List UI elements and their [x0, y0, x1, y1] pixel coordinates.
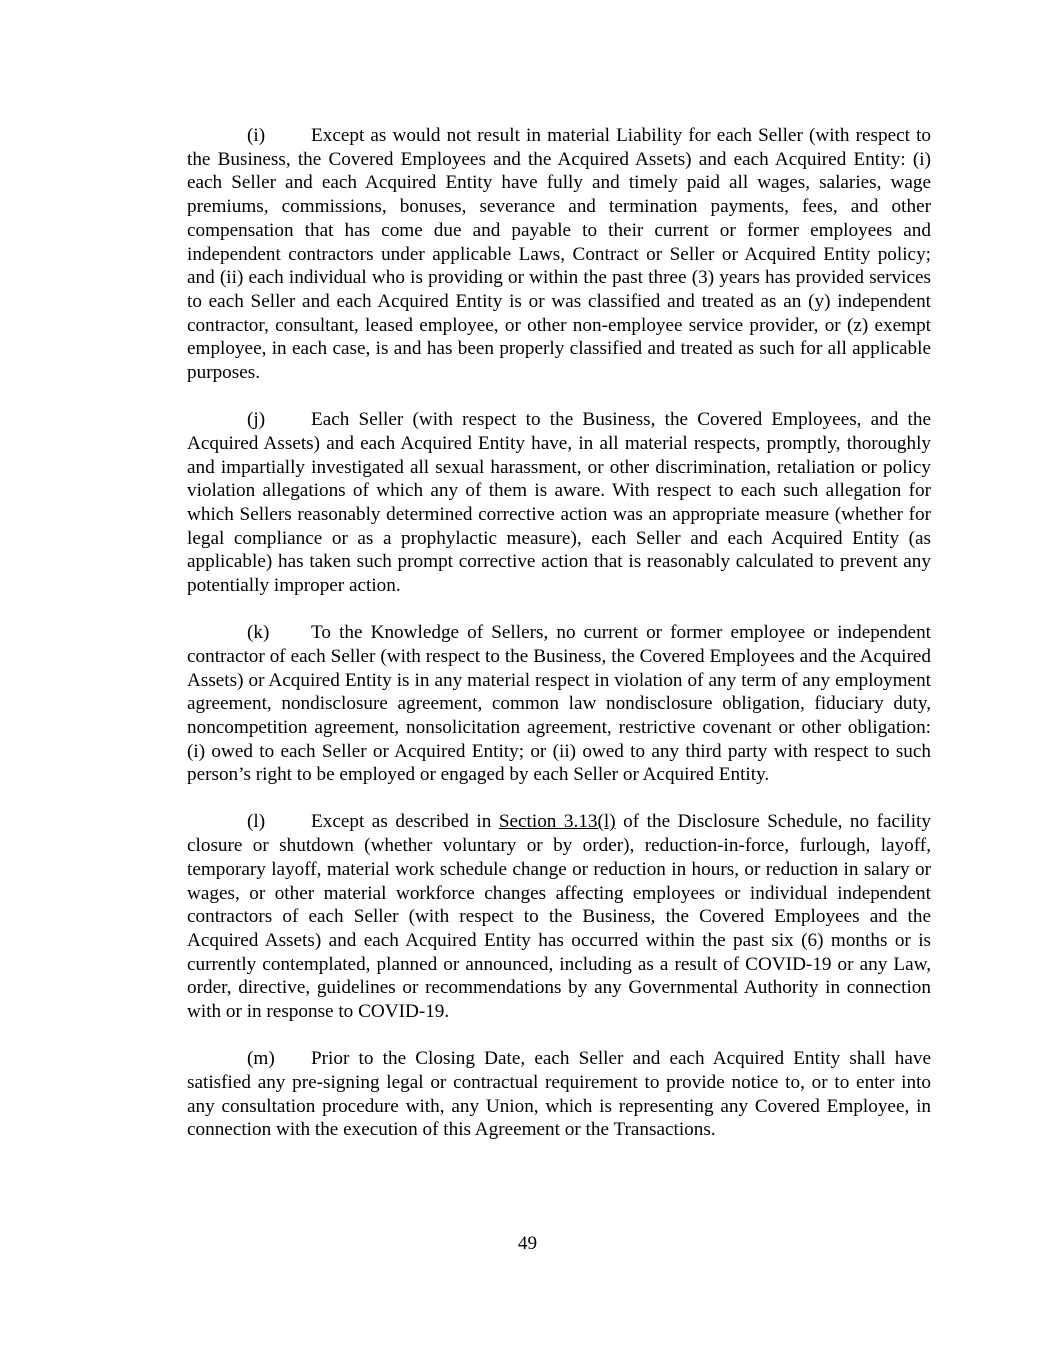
paragraph-i: [187, 124, 931, 385]
paragraph-k: [187, 621, 931, 787]
paragraph-marker: (k): [247, 622, 270, 644]
paragraph-marker: (l): [247, 811, 266, 833]
paragraph-text: Except as would not result in material Liability for each Seller (with respect to the Business, the Covered Employees and the Acquired Assets) and each Acquired Entity: (i) each Seller and each Acquired Entity have fully and timely paid all wages, salaries, wage premiums, commissions, bonuses, severance and termination payments, fees, and other compensation that has come due and payable to their current or former employees and independent contractors under applicable Laws, Contract or Seller or Acquired Entity policy; and (ii) each individual who is providing or within the past three (3) years has provided services to each Seller and each Acquired Entity is or was classified and treated as an (y) independent contractor, consultant, leased employee, or other non-employee service provider, or (z) exempt employee, in each case, is and has been properly classified and treated as such for all applicable purposes.: [187, 125, 931, 384]
paragraph-marker: (m): [247, 1048, 275, 1070]
paragraph-marker: (i): [247, 125, 266, 146]
paragraph-j: [187, 408, 931, 598]
paragraph-text: To the Knowledge of Sellers, no current or former employee or independent contractor of each Seller (with respect to the Business, the Covered Employees and the Acquired Assets) or Acquired Entity is in any material respect in violation of any term of any employment agreement, nondisclosure agreement, common law nondisclosure obligation, fiduciary duty, noncompetition agreement, nonsolicitation agreement, restrictive covenant or other obligation: (i) owed to each Seller or Acquired Entity; or (ii) owed to any third party with respect to such person’s right to be employed or engaged by each Seller or Acquired Entity.: [187, 622, 931, 786]
page-number: 49: [517, 1233, 538, 1254]
paragraph-text: Each Seller (with respect to the Business, the Covered Employees, and the Acquired Assets) and each Acquired Entity have, in all material respects, promptly, thoroughly and impartially investigated all sexual harassment, or other discrimination, retaliation or policy violation allegations of which any of them is aware. With respect to each such allegation for which Sellers reasonably determined corrective action was an appropriate measure (whether for legal compliance or as a prophylactic measure), each Seller and each Acquired Entity (as applicable) has taken such prompt corrective action that is reasonably calculated to prevent any potentially improper action.: [187, 409, 931, 597]
paragraph-marker: (j): [247, 409, 266, 431]
section-reference-link: Section 3.13(l): [498, 811, 616, 833]
paragraph-text: Prior to the Closing Date, each Seller and each Acquired Entity shall have satisfied any pre-signing legal or contractual requirement to provide notice to, or to enter into any consultation procedure with, any Union, which is representing any Covered Employee, in connection with the execution of this Agreement or the Transactions.: [187, 1048, 931, 1141]
document-body: [187, 124, 931, 1165]
paragraph-text-before: Except as described in: [311, 811, 499, 833]
paragraph-text-after: of the Disclosure Schedule, no facility closure or shutdown (whether voluntary or by order), reduction-in-force, furlough, layoff, temporary layoff, material work schedule change or reduction in hours, or reduction in salary or wages, or other material workforce changes affecting employees or individual independent contractors of each Seller (with respect to the Business, the Covered Employees and the Acquired Assets) and each Acquired Entity has occurred within the past six (6) months or is currently contemplated, planned or announced, including as a result of COVID-19 or any Law, order, directive, guidelines or recommendations by any Governmental Authority in connection with or in response to COVID-19.: [187, 811, 931, 1023]
paragraph-m: [187, 1047, 931, 1142]
paragraph-l: [187, 810, 931, 1023]
